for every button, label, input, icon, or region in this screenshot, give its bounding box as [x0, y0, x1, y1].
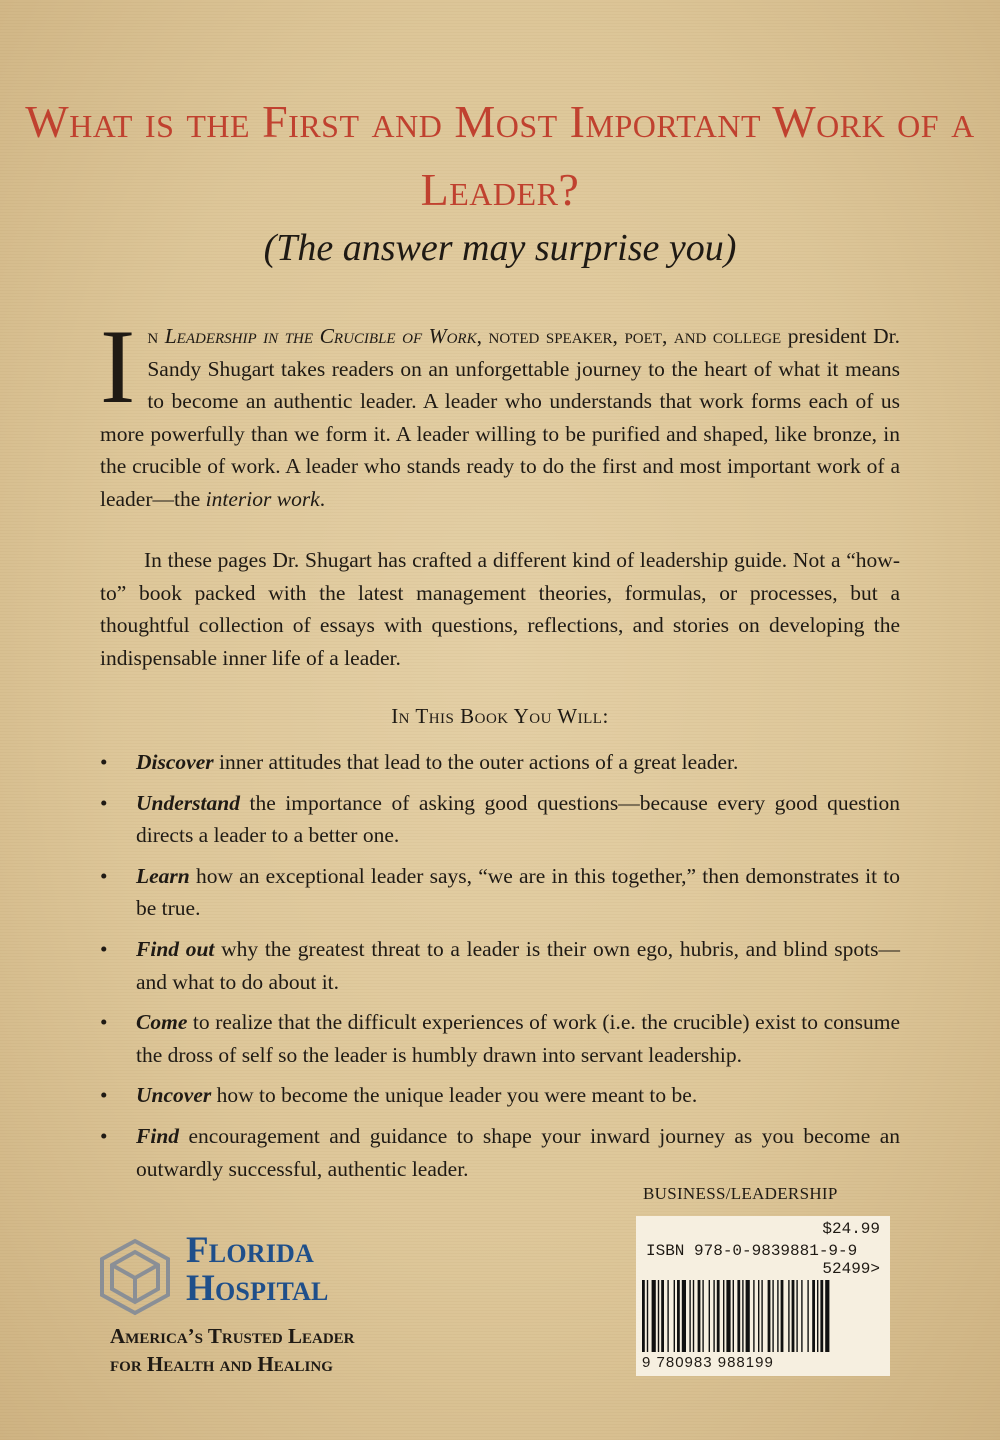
barcode-bar [674, 1280, 675, 1352]
benefit-text: inner attitudes that lead to the outer actions of a great leader. [213, 750, 739, 774]
benefit-lead: Find out [136, 936, 215, 961]
barcode-bar [825, 1280, 829, 1352]
barcode-bar [713, 1280, 714, 1352]
publisher-name-line-2: Hospital [186, 1268, 329, 1309]
barcode-bars [636, 1280, 890, 1354]
benefit-item [100, 1079, 900, 1112]
benefit-item [100, 933, 900, 998]
headline: What is the First and Most Important Work of a Leader? [25, 96, 975, 215]
barcode [636, 1216, 890, 1376]
barcode-bar [737, 1280, 740, 1352]
barcode-bar [812, 1280, 815, 1352]
barcode-bar [661, 1280, 664, 1352]
barcode-bar [792, 1280, 795, 1352]
drop-cap: I [100, 308, 136, 425]
category-label: BUSINESS/LEADERSHIP [643, 1184, 838, 1203]
isbn: ISBN 978-0-9839881-9-9 [646, 1242, 858, 1260]
bullet-icon: • [100, 936, 108, 961]
benefit-item [100, 787, 900, 852]
barcode-bar [667, 1280, 668, 1352]
barcode-bar [677, 1280, 680, 1352]
bullet-icon: • [100, 790, 108, 815]
intro-italic-phrase: interior work [205, 486, 320, 511]
benefit-item [100, 860, 900, 925]
benefit-text: how to become the unique leader you were meant to be. [211, 1083, 698, 1108]
barcode-bar [781, 1280, 784, 1352]
intro-lead-letters: n [147, 324, 159, 348]
barcode-bar [742, 1280, 743, 1352]
tagline-line-2: for Health and Healing [110, 1352, 333, 1376]
book-title: Leadership in the Crucible of Work [164, 324, 477, 348]
bullet-icon: • [100, 1083, 108, 1108]
benefit-text: to realize that the difficult experiences of work (i.e. the crucible) exist to consume the dross of self so the leader is humbly drawn into servant leadership. [136, 1010, 900, 1067]
benefit-lead: Come [136, 1010, 188, 1035]
barcode-bar [820, 1280, 823, 1352]
bullet-icon: • [100, 863, 108, 888]
benefit-text: how an exceptional leader says, “we are in this together,” then demonstrates it to be true. [136, 863, 900, 921]
barcode-bar [658, 1280, 659, 1352]
benefit-lead: Discover [136, 750, 214, 774]
intro-paragraph [100, 308, 901, 516]
barcode-bar [723, 1280, 724, 1352]
benefit-item [100, 1120, 900, 1185]
bullet-icon: • [100, 1010, 108, 1035]
benefit-text: encouragement and guidance to shape your inward journey as you become an outwardly successful, authentic leader. [136, 1123, 900, 1181]
barcode-bar [788, 1280, 789, 1352]
barcode-bar [733, 1280, 734, 1352]
barcode-bar [777, 1280, 778, 1352]
benefit-item [100, 746, 900, 779]
benefits-heading: In This Book You Will: [391, 704, 609, 728]
barcode-digits: 9 780983 988199 [642, 1354, 774, 1371]
price: $24.99 [822, 1220, 880, 1238]
intro-lead-text: , noted speaker, poet, and college [476, 324, 782, 348]
barcode-bar [801, 1280, 802, 1352]
barcode-bar [709, 1280, 710, 1352]
barcode-bar [702, 1280, 703, 1352]
barcode-bar [758, 1280, 759, 1352]
subheadline: (The answer may surprise you) [263, 227, 737, 269]
benefit-lead: Uncover [136, 1083, 212, 1108]
benefits-list [100, 746, 900, 1193]
barcode-bar [717, 1280, 720, 1352]
second-paragraph: In these pages Dr. Shugart has crafted a different kind of leadership guide. Not a “how-to” book packed with the latest management theories, formulas, or processes, but a thoughtful collection of essays with questions, reflections, and stories on developing the indispensable inner life of a leader. [100, 548, 900, 670]
florida-hospital-logo-icon [96, 1238, 174, 1316]
intro-end: . [319, 486, 326, 511]
bullet-icon: • [100, 1123, 108, 1148]
barcode-bar [753, 1280, 754, 1352]
bullet-icon: • [100, 750, 108, 774]
barcode-bar [682, 1280, 686, 1352]
barcode-bar [807, 1280, 808, 1352]
barcode-bar [698, 1280, 701, 1352]
barcode-bar [796, 1280, 797, 1352]
barcode-bar [689, 1280, 690, 1352]
benefit-text: why the greatest threat to a leader is their own ego, hubris, and blind spots—and what to do about it. [136, 936, 900, 994]
tagline-line-1: America’s Trusted Leader [110, 1324, 355, 1348]
price-code: 52499> [822, 1260, 880, 1278]
intro-body: president Dr. Sandy Shugart takes readers on an unforgettable journey to the heart of what it means to become an authentic leader. A leader who understands that work forms each of us more powerfully than we form it. A leader willing to be purified and shaped, like bronze, in the crucible of work. A leader who stands ready to do the first and most important work of a leader—the [100, 324, 901, 511]
barcode-bar [817, 1280, 818, 1352]
barcode-bar [647, 1280, 648, 1352]
barcode-bar [652, 1280, 656, 1352]
publisher-name [186, 1232, 329, 1308]
barcode-bar [761, 1280, 762, 1352]
barcode-bar [642, 1280, 645, 1352]
barcode-bar [693, 1280, 694, 1352]
barcode-bar [768, 1280, 771, 1352]
benefit-lead: Learn [136, 863, 190, 888]
benefit-text: the importance of asking good questions—because every good question directs a leader to a better one. [136, 790, 900, 848]
benefit-item [100, 1006, 900, 1071]
barcode-bar [772, 1280, 773, 1352]
publisher-name-line-1: Florida [186, 1230, 315, 1271]
publisher-tagline [110, 1322, 355, 1378]
barcode-bar [726, 1280, 730, 1352]
benefit-lead: Understand [136, 790, 240, 815]
benefit-lead: Find [136, 1123, 180, 1148]
barcode-bar [746, 1280, 750, 1352]
